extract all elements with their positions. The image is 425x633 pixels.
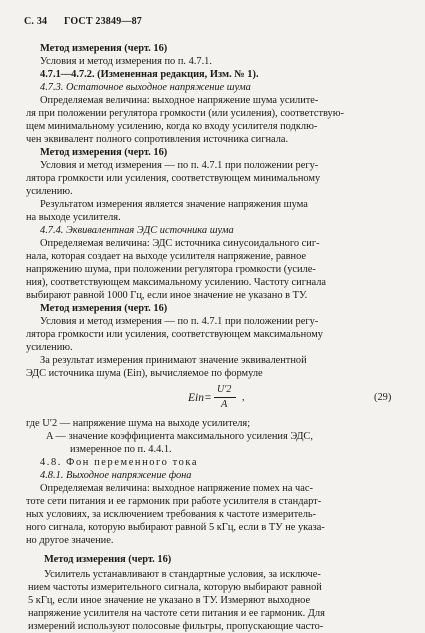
text-line: ЭДС источника шума (Eіп), вычисляемое по формуле <box>26 368 263 379</box>
text-line: измерений используют полосовые фильтры, пропускающие часто- <box>28 621 324 632</box>
text-line: усилению. <box>26 342 73 353</box>
text-line: За результат измерения принимают значение эквивалентной <box>40 355 307 366</box>
text-line: щем минимальному усилению, когда ко входу усилителя подклю- <box>26 121 318 132</box>
text-line: ных условиях, за исключением требования к частоте измеритель- <box>26 509 317 520</box>
formula-denominator: A <box>221 399 228 410</box>
where-line: A — значение коэффициента максимального усиления ЭДС, <box>46 431 313 442</box>
section-4-7-4-heading: 4.7.4. Эквивалентная ЭДС источника шума <box>40 225 234 236</box>
page-number: С. 34 <box>24 16 48 27</box>
text-line: тоте сети питания и ее гармоник при работе усилителя в стандарт- <box>26 496 322 507</box>
text-line: ния), соответствующем максимальному усилению. Частоту сигнала <box>26 277 327 288</box>
text-line: нала, которая создает на выходе усилителя напряжение, равное <box>26 251 307 262</box>
text-line: усилению. <box>26 186 73 197</box>
text-line: напряжение усилителя на частоте сети питания и ее гармоник. Для <box>28 608 325 619</box>
formula-lhs: Eіп= <box>188 392 212 404</box>
text-line: Определяемая величина: выходное напряжение шума усилите- <box>40 95 319 106</box>
text-line: Условия и метод измерения — по п. 4.7.1 при положении регу- <box>40 316 319 327</box>
text-line: Определяемая величина: ЭДС источника синусоидального сиг- <box>40 238 320 249</box>
where-line: измеренное по п. 4.4.1. <box>70 444 172 455</box>
standard-title: ГОСТ 23849—87 <box>64 16 143 27</box>
formula-trailing-comma: , <box>242 392 245 403</box>
text-line: напряжению шума, при положении регулятора громкости (усиле- <box>26 264 316 275</box>
text-line: Условия и метод измерения — по п. 4.7.1 при положении регу- <box>40 160 319 171</box>
section-4-8-heading: 4.8. Фон переменного тока <box>40 457 199 468</box>
text-line: ного сигнала, которую выбирают равной 5 кГц, если в ТУ не указа- <box>26 522 325 533</box>
text-line: Результатом измерения является значение напряжения шума <box>40 199 308 210</box>
text-line: лятора громкости или усиления, соответствующем минимальному <box>26 173 321 184</box>
text-line: чен эквивалент полного сопротивления источника сигнала. <box>26 134 289 145</box>
method-heading-4: Метод измерения (черт. 16) <box>44 554 172 565</box>
edit-note: 4.7.1—4.7.2. (Измененная редакция, Изм. № 1). <box>40 69 259 80</box>
text-line: Усилитель устанавливают в стандартные условия, за исключе- <box>44 569 321 580</box>
text-line: на выходе усилителя. <box>26 212 121 223</box>
text-line: Определяемая величина: выходное напряжение помех на час- <box>40 483 313 494</box>
formula-number: (29) <box>374 392 392 403</box>
text-line: 5 кГц, если иное значение не указано в ТУ. Измеряют выходное <box>28 595 311 606</box>
text-line: ля при положении регулятора громкости (или усиления), соответствую- <box>26 108 344 119</box>
text-line: выбирают равной 1000 Гц, если иное значение не указано в ТУ. <box>26 290 308 301</box>
text-line: Условия и метод измерения по п. 4.7.1. <box>40 56 212 67</box>
section-4-8-1-heading: 4.8.1. Выходное напряжение фона <box>40 470 192 481</box>
where-line: где U′2 — напряжение шума на выходе усилителя; <box>26 418 251 429</box>
method-heading-2: Метод измерения (черт. 16) <box>40 147 168 158</box>
method-heading-3: Метод измерения (черт. 16) <box>40 303 168 314</box>
text-line: но другое значение. <box>26 535 114 546</box>
fraction-bar <box>214 397 236 398</box>
method-heading-1: Метод измерения (черт. 16) <box>40 43 168 54</box>
formula-numerator: U′2 <box>217 384 232 395</box>
section-4-7-3-heading: 4.7.3. Остаточное выходное напряжение шума <box>40 82 251 93</box>
text-line: лятора громкости или усиления, соответствующем максимальному <box>26 329 323 340</box>
text-line: нием частоты измерительного сигнала, которую выбирают равной <box>28 582 322 593</box>
